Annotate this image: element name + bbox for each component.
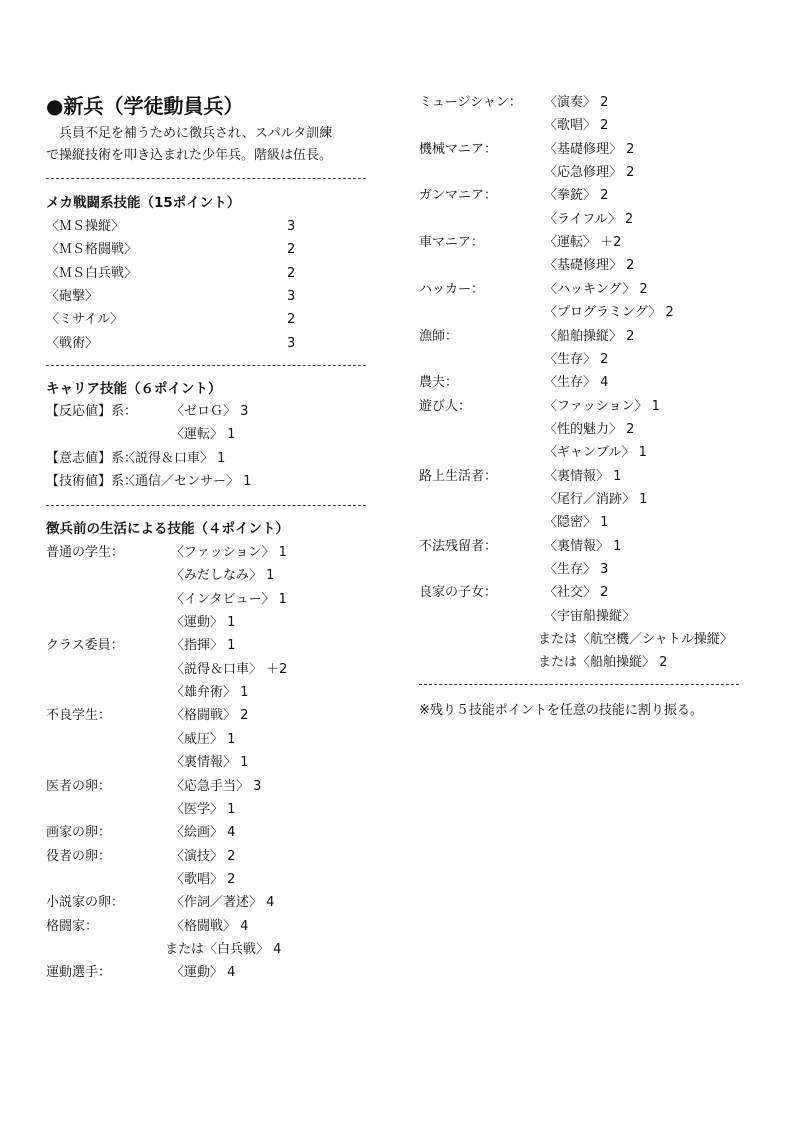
background-skill: 〈格闘戦〉 4: [171, 918, 249, 934]
skill-name: 〈ＭＳ操縦〉: [46, 219, 125, 234]
section-divider: [419, 684, 739, 685]
skill-name: 〈ＭＳ格闘戦〉: [46, 242, 138, 258]
skill-name: 〈砲撃〉: [46, 288, 99, 304]
background-label: 機械マニア：: [419, 141, 498, 157]
career-skill: 〈運転〉 1: [171, 427, 236, 443]
background-skill: 〈生存〉 2: [544, 351, 609, 367]
background-skill: 〈インタビュー〉 1: [171, 591, 287, 607]
skill-name: 〈戦術〉: [46, 335, 99, 351]
background-skill: 〈絵画〉 4: [171, 825, 236, 841]
background-skill: 〈運動〉 1: [171, 615, 236, 631]
career-skill: 〈ゼロＧ〉 3: [171, 404, 249, 419]
background-skill: 〈プログラミング〉 2: [544, 305, 674, 321]
life-heading: 徴兵前の生活による技能（４ポイント）: [46, 521, 289, 537]
background-skill: または〈航空機／シャトル操縦〉: [538, 632, 733, 648]
background-skill: 〈作詞／著述〉 4: [171, 895, 275, 911]
career-heading: キャリア技能（６ポイント）: [46, 381, 222, 397]
background-skill: 〈船舶操縦〉 2: [544, 328, 635, 344]
background-skill: 〈宇宙船操縦〉: [544, 608, 636, 624]
career-category: 【意志値】系：: [46, 450, 138, 466]
background-label: 車マニア：: [419, 235, 485, 251]
background-skill: 〈指揮〉 1: [171, 638, 236, 654]
intro-line: で操縦技術を叩き込まれた少年兵。階級は伍長。: [46, 148, 333, 163]
background-skill: または〈白兵戦〉 4: [165, 941, 282, 957]
background-skill: 〈ライフル〉 2: [544, 211, 634, 227]
skill-name: 〈ＭＳ白兵戦〉: [46, 265, 138, 281]
background-skill: 〈生存〉 3: [544, 562, 609, 577]
background-label: ミュージシャン：: [419, 95, 522, 110]
career-skill: 〈説得＆口車〉 1: [122, 450, 226, 466]
section-divider: [46, 178, 366, 179]
background-label: 不法残留者：: [419, 538, 498, 554]
background-label: 良家の子女：: [419, 585, 498, 601]
background-label: 医者の卵：: [46, 778, 112, 794]
background-skill: 〈社交〉 2: [544, 585, 609, 601]
remaining-points-note: ※残り５技能ポイントを任意の技能に割り振る。: [419, 703, 703, 718]
skill-points: 3: [287, 335, 296, 351]
background-skill: 〈ギャンブル〉 1: [544, 445, 647, 461]
section-divider: [46, 365, 366, 366]
background-skill: 〈運動〉 4: [171, 965, 236, 981]
skill-points: 2: [287, 312, 296, 328]
skill-points: 2: [287, 265, 296, 281]
background-skill: 〈説得＆口車〉 ＋2: [171, 661, 288, 677]
background-label: 小説家の卵：: [46, 895, 125, 911]
background-label: 不良学生：: [46, 708, 112, 724]
background-label: 運動選手：: [46, 965, 112, 981]
background-skill: 〈性的魅力〉 2: [544, 421, 635, 437]
career-skill: 〈通信／センサー〉 1: [122, 473, 252, 489]
background-label: 画家の卵：: [46, 825, 112, 841]
background-skill: 〈基礎修理〉 2: [544, 141, 635, 157]
background-label: 役者の卵：: [46, 848, 112, 864]
background-skill: 〈生存〉 4: [544, 375, 609, 391]
background-skill: 〈拳銃〉 2: [544, 188, 609, 204]
intro-line: 兵員不足を補うために徴兵され、スパルタ訓練: [46, 126, 333, 141]
background-skill: または〈船舶操縦〉 2: [538, 655, 668, 671]
skill-points: 2: [287, 242, 296, 258]
background-skill: 〈雄弁術〉 1: [171, 685, 249, 701]
background-skill: 〈応急修理〉 2: [544, 165, 635, 181]
career-category: 【技術値】系：: [46, 473, 138, 489]
section-divider: [46, 505, 366, 506]
background-label: 格闘家：: [46, 918, 99, 934]
background-skill: 〈歌唱〉 2: [171, 871, 236, 887]
skill-name: 〈ミサイル〉: [46, 312, 124, 328]
mecha-heading: メカ戦闘系技能（15ポイント）: [46, 195, 241, 211]
career-category: 【反応値】系：: [46, 404, 138, 419]
background-label: ハッカー：: [419, 281, 485, 297]
page-title: ●新兵（学徒動員兵）: [46, 94, 244, 118]
background-skill: 〈演技〉 2: [171, 848, 236, 864]
background-skill: 〈応急手当〉 3: [171, 778, 262, 794]
background-skill: 〈尾行／消跡〉 1: [544, 491, 648, 507]
background-skill: 〈歌唱〉 2: [544, 118, 609, 134]
background-label: 遊び人：: [419, 398, 472, 414]
background-skill: 〈運転〉 ＋2: [544, 235, 622, 251]
background-skill: 〈みだしなみ〉 1: [171, 568, 275, 584]
background-label: 路上生活者：: [419, 468, 498, 484]
background-skill: 〈基礎修理〉 2: [544, 258, 635, 274]
background-label: ガンマニア：: [419, 188, 498, 204]
background-label: クラス委員：: [46, 638, 124, 654]
background-skill: 〈演奏〉 2: [544, 95, 609, 110]
background-label: 漁師：: [419, 328, 459, 344]
background-label: 普通の学生：: [46, 545, 125, 560]
background-label: 農夫：: [419, 375, 459, 391]
skill-points: 3: [287, 288, 296, 304]
background-skill: 〈格闘戦〉 2: [171, 708, 249, 724]
background-skill: 〈威圧〉 1: [171, 731, 236, 747]
background-skill: 〈裏情報〉 1: [544, 538, 622, 554]
background-skill: 〈裏情報〉 1: [171, 755, 249, 771]
background-skill: 〈ファッション〉 1: [544, 398, 660, 414]
skill-points: 3: [287, 219, 296, 234]
background-skill: 〈裏情報〉 1: [544, 468, 622, 484]
background-skill: 〈ファッション〉 1: [171, 545, 287, 560]
background-skill: 〈ハッキング〉 2: [544, 281, 648, 297]
background-skill: 〈隠密〉 1: [544, 515, 609, 531]
background-skill: 〈医学〉 1: [171, 801, 236, 817]
